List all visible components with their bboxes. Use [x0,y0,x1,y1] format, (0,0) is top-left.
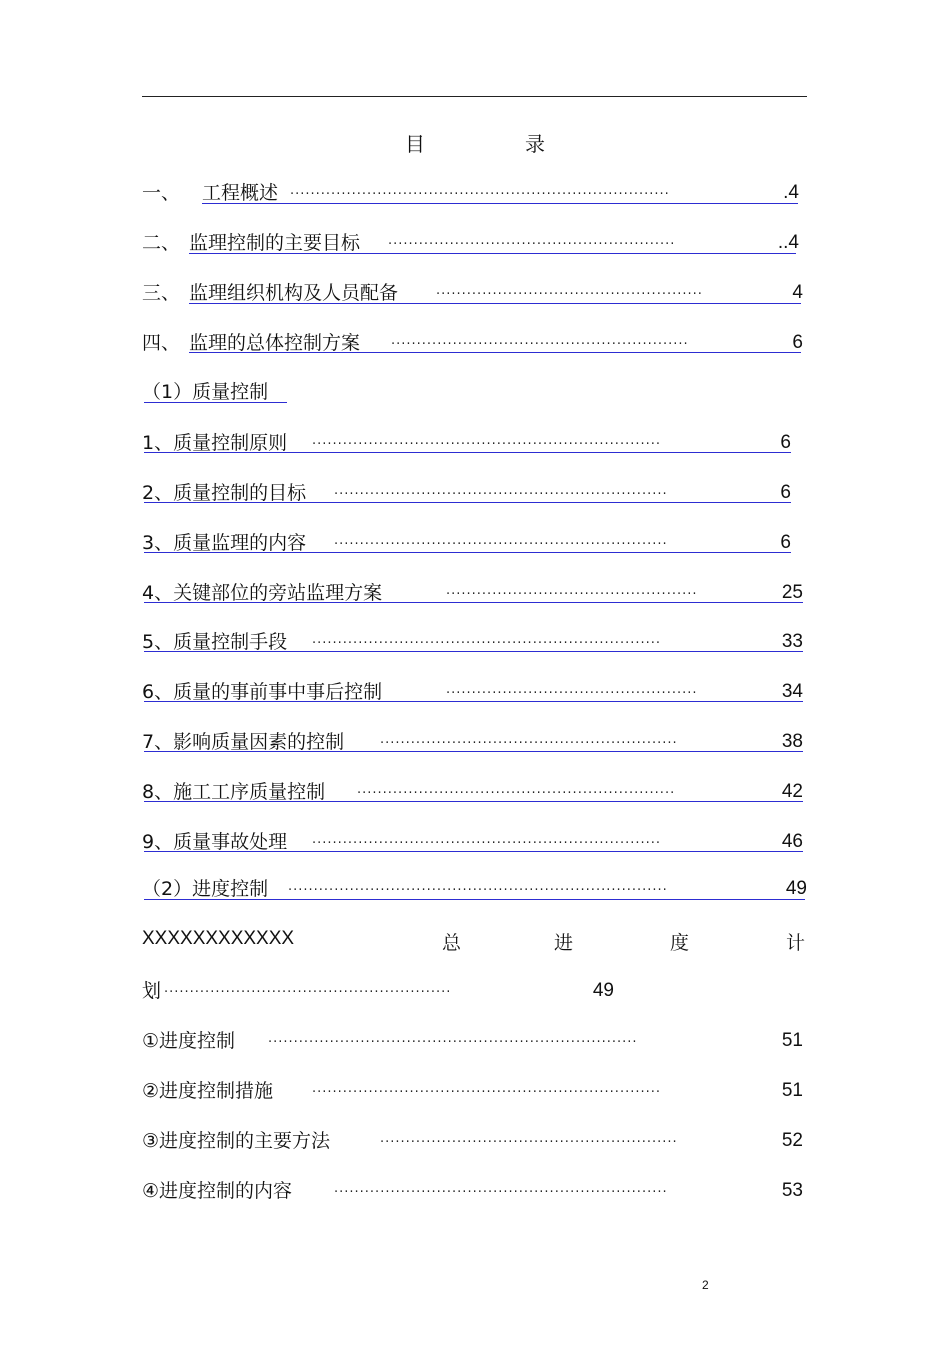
toc-entry-page: 51 [781,1080,803,1101]
toc-entry-page: 6 [780,482,791,503]
toc-entry-page: 4 [792,282,803,303]
toc-subentry-4[interactable] [142,1178,807,1206]
toc-subentry-2[interactable] [142,1078,807,1106]
link-underline [144,899,805,900]
toc-entry-13[interactable] [142,779,807,807]
page-number: 2 [702,1278,709,1292]
toc-entry-page: 25 [781,582,803,603]
link-underline [144,552,791,553]
link-underline [144,402,287,403]
toc-leader-dots: ········································································ [268,1035,638,1050]
toc-entry-page: 38 [781,731,803,752]
toc-entry-label: ②进度控制措施 [142,1080,274,1102]
schedule-word: 度 [670,932,690,954]
toc-leader-dots: ································································· [334,537,668,552]
toc-entry-page: 42 [781,781,803,802]
toc-entry-12[interactable] [142,729,807,757]
toc-entry-label: 监理控制的主要目标 [189,232,361,254]
toc-leader-dots: ······························································ [357,786,676,801]
toc-entry-label: ①进度控制 [142,1030,236,1052]
toc-entry-label: ③进度控制的主要方法 [142,1130,331,1152]
link-underline [144,651,803,652]
toc-entry-9[interactable] [142,580,807,608]
toc-leader-dots: ························································ [388,237,676,252]
toc-entry-label: 9、质量事故处理 [142,831,288,853]
toc-leader-dots: ·························································· [380,1135,678,1150]
toc-entry-page: 6 [792,332,803,353]
toc-leader-dots: ···································································· [312,836,661,851]
toc-leader-dots: ·························································· [380,736,678,751]
toc-entry-label: 7、影响质量因素的控制 [142,731,345,753]
toc-leader-dots: ································································· [334,487,668,502]
toc-leader-dots: ·························································· [391,337,689,352]
toc-entry-label: （2）进度控制 [142,878,269,900]
toc-entry-label: 5、质量控制手段 [142,631,288,653]
link-underline [202,203,798,204]
toc-entry-page: 6 [780,432,791,453]
toc-entry-4[interactable] [142,330,807,358]
link-underline [144,701,803,702]
toc-entry-number: 二、 [142,232,181,254]
schedule-word: 进 [554,932,574,954]
toc-entry-label: ④进度控制的内容 [142,1180,293,1202]
toc-entry-page: 52 [781,1130,803,1151]
toc-entry-label: 监理的总体控制方案 [189,332,361,354]
schedule-continuation[interactable] [142,978,622,1006]
link-underline [144,602,803,603]
toc-entry-page: 46 [781,831,803,852]
toc-entry-page: 6 [780,532,791,553]
toc-subentry-1[interactable] [142,1028,807,1056]
link-underline [144,502,791,503]
toc-entry-label: 2、质量控制的目标 [142,482,307,504]
toc-subentry-3[interactable] [142,1128,807,1156]
toc-entry-page: 49 [592,980,614,1001]
toc-leader-dots: ································································· [334,1185,668,1200]
toc-entry-number: 一、 [142,182,181,204]
toc-entry-8[interactable] [142,530,807,558]
toc-leader-dots: ·········································································· [288,883,668,898]
toc-entry-page: 51 [781,1030,803,1051]
toc-entry-label: 3、质量监理的内容 [142,532,307,554]
toc-entry-6[interactable] [142,430,807,458]
toc-entry-label: 1、质量控制原则 [142,432,288,454]
toc-entry-14[interactable] [142,829,807,857]
toc-leader-dots: ·········································································· [290,187,670,202]
toc-entry-page: 34 [781,681,803,702]
link-underline [144,751,803,752]
schedule-code: XXXXXXXXXXXX [142,928,295,949]
toc-leader-dots: ···································································· [312,1085,661,1100]
toc-entry-label: 4、关键部位的旁站监理方案 [142,582,383,604]
link-underline [189,253,796,254]
toc-leader-dots: ················································· [446,686,698,701]
link-underline [144,851,803,852]
toc-leader-dots: ···································································· [312,437,661,452]
toc-entry-page: 53 [781,1180,803,1201]
toc-entry-number: 三、 [142,282,181,304]
toc-entry-label: 监理组织机构及人员配备 [189,282,399,304]
link-underline [144,452,791,453]
toc-entry-7[interactable] [142,480,807,508]
toc-leader-dots: ···································································· [312,636,661,651]
toc-entry-10[interactable] [142,629,807,657]
link-underline [189,352,801,353]
toc-entry-page: .4 [783,182,799,203]
toc-entry-label: 工程概述 [202,182,279,204]
toc-entry-label: 划 [142,980,162,1002]
toc-entry-label: 8、施工工序质量控制 [142,781,326,803]
toc-leader-dots: ···················································· [436,287,703,302]
toc-entry-page: 33 [781,631,803,652]
toc-entry-label: 6、质量的事前事中事后控制 [142,681,383,703]
schedule-word: 总 [442,932,462,954]
toc-entry-page: ..4 [777,232,799,253]
toc-leader-dots: ················································· [446,587,698,602]
schedule-word: 计 [786,932,806,954]
toc-entry-11[interactable] [142,679,807,707]
toc-entry-number: 四、 [142,332,181,354]
toc-entry-page: 49 [785,878,807,899]
link-underline [144,801,803,802]
link-underline [189,303,801,304]
toc-title: 目 录 [405,132,585,156]
toc-leader-dots: ························································ [164,985,452,1000]
schedule-heading-line [142,928,807,956]
toc-entry-label: （1）质量控制 [142,381,269,403]
